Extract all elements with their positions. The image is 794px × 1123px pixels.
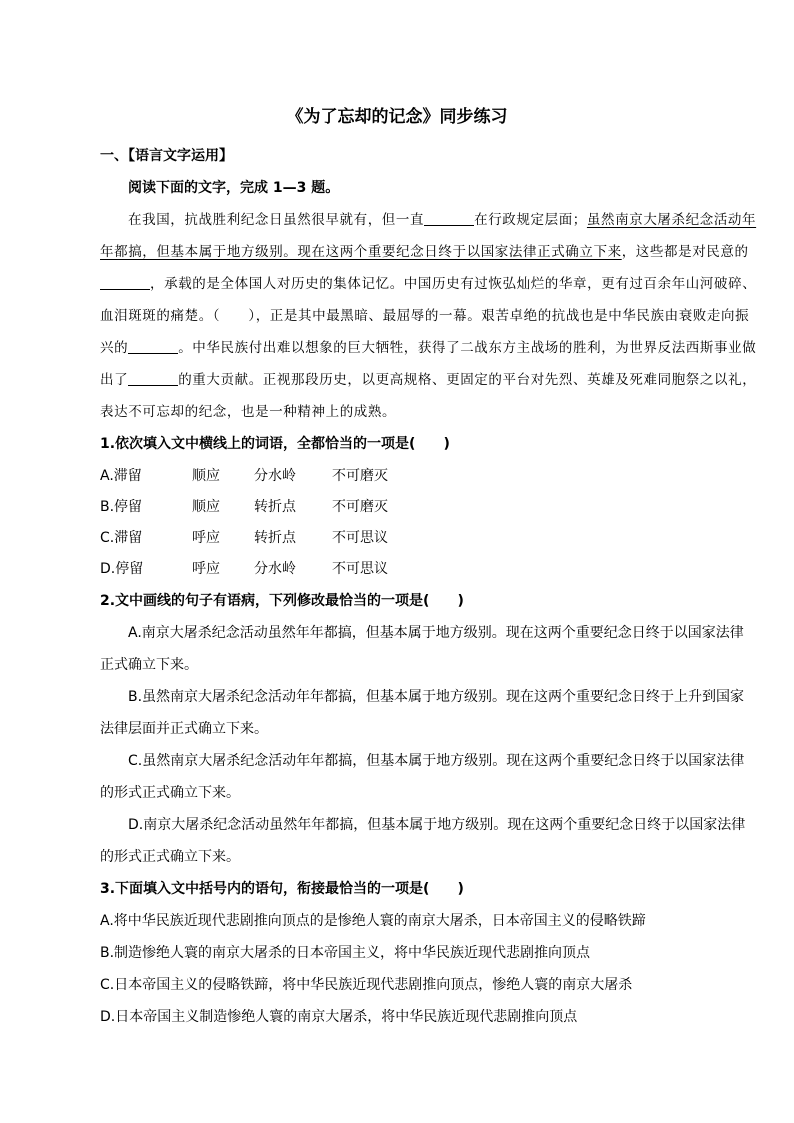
q2-option-b-line-1: B.虽然南京大屠杀纪念活动年年都搞，但基本属于地方级别。现在这两个重要纪念日终于上升到国家 (128, 689, 745, 705)
passage-line-2 (100, 242, 749, 262)
fill-blank-1 (424, 211, 474, 226)
passage-text: 出了 (100, 372, 129, 388)
passage-line-1 (128, 210, 758, 230)
passage-text: 兴的 (100, 340, 129, 356)
option-cell: 顺应 (192, 468, 220, 484)
q1-option-b (100, 497, 388, 517)
q3-option-b: B.制造惨绝人寰的南京大屠杀的日本帝国主义，将中华民族近现代悲剧推向顶点 (100, 945, 591, 961)
q2-option-c-line-2: 的形式正式确立下来。 (100, 785, 240, 801)
option-cell: 转折点 (254, 499, 296, 515)
option-cell: 呼应 (192, 530, 220, 546)
q2-option-b-line-2: 法律层面并正式确立下来。 (100, 721, 268, 737)
option-cell: 分水岭 (254, 468, 296, 484)
q2-option-d-line-1: D.南京大屠杀纪念活动虽然年年都搞，但基本属于地方级别。现在这两个重要纪念日终于以国家法律 (128, 817, 746, 833)
q1-option-c (100, 528, 388, 548)
option-cell: B.停留 (100, 499, 143, 515)
q2-option-a-line-2: 正式确立下来。 (100, 657, 198, 673)
option-cell: 分水岭 (254, 561, 296, 577)
passage-line-7: 表达不可忘却的纪念，也是一种精神上的成熟。 (100, 404, 397, 420)
section-heading: 一、【语言文字运用】 (100, 148, 233, 164)
question-2-stem: 2.文中画线的句子有语病，下列修改最恰当的一项是( ) (100, 593, 464, 609)
q3-option-c: C.日本帝国主义的侵略铁蹄，将中华民族近现代悲剧推向顶点，惨绝人寰的南京大屠杀 (100, 977, 633, 993)
option-cell: 不可磨灭 (332, 468, 388, 484)
passage-line-3 (100, 274, 757, 294)
q2-option-d-line-2: 的形式正式确立下来。 (100, 849, 240, 865)
passage-text: 的重大贡献。正视那段历史，以更高规格、更固定的平台对先烈、英雄及死难同胞祭之以礼， (178, 372, 757, 388)
passage-text: 在我国，抗战胜利纪念日虽然很早就有，但一直 (128, 212, 425, 228)
q1-option-d (100, 559, 388, 579)
reading-instruction: 阅读下面的文字，完成 1—3 题。 (128, 180, 340, 196)
option-cell: 呼应 (192, 561, 220, 577)
passage-text: 在行政规定层面； (474, 212, 587, 228)
q2-option-c-line-1: C.虽然南京大屠杀纪念活动年年都搞，但基本属于地方级别。现在这两个重要纪念日终于以国家法律 (128, 753, 745, 769)
option-cell: 不可思议 (332, 561, 388, 577)
question-1-stem: 1.依次填入文中横线上的词语，全都恰当的一项是( ) (100, 436, 450, 452)
fill-blank-2 (100, 275, 150, 290)
question-3-stem: 3.下面填入文中括号内的语句，衔接最恰当的一项是( ) (100, 881, 464, 897)
option-cell: D.停留 (100, 561, 144, 577)
fill-blank-3 (128, 339, 178, 354)
passage-text: 。中华民族付出难以想象的巨大牺牲，获得了二战东方主战场的胜利，为世界反法西斯事业做 (178, 340, 757, 356)
option-cell: A.滞留 (100, 468, 142, 484)
passage-text: ，承载的是全体国人对历史的集体记忆。中国历史有过恢弘灿烂的华章，更有过百余年山河破碎、 (150, 276, 757, 292)
q3-option-d: D.日本帝国主义制造惨绝人寰的南京大屠杀，将中华民族近现代悲剧推向顶点 (100, 1009, 578, 1025)
q2-option-a-line-1: A.南京大屠杀纪念活动虽然年年都搞，但基本属于地方级别。现在这两个重要纪念日终于以国家法律 (128, 625, 744, 641)
option-cell: 转折点 (254, 530, 296, 546)
passage-line-6 (100, 370, 757, 390)
option-cell: C.滞留 (100, 530, 143, 546)
underlined-sentence: 虽然南京大屠杀纪念活动年 (586, 212, 757, 228)
q1-option-a (100, 466, 388, 486)
page-title: 《为了忘却的记念》同步练习 (286, 107, 508, 127)
option-cell: 不可思议 (332, 530, 388, 546)
q3-option-a: A.将中华民族近现代悲剧推向顶点的是惨绝人寰的南京大屠杀，日本帝国主义的侵略铁蹄 (100, 913, 646, 929)
option-cell: 不可磨灭 (332, 499, 388, 515)
option-cell: 顺应 (192, 499, 220, 515)
passage-text: ，这些都是对民意的 (621, 244, 749, 260)
fill-blank-4 (128, 371, 178, 386)
underlined-sentence: 年都搞，但基本属于地方级别。现在这两个重要纪念日终于以国家法律正式确立下来 (100, 244, 622, 260)
passage-line-4: 血泪斑斑的痛楚。（ ），正是其中最黑暗、最屈辱的一幕。艰苦卓绝的抗战也是中华民族由衰败走向振 (100, 308, 750, 324)
passage-line-5 (100, 338, 757, 358)
